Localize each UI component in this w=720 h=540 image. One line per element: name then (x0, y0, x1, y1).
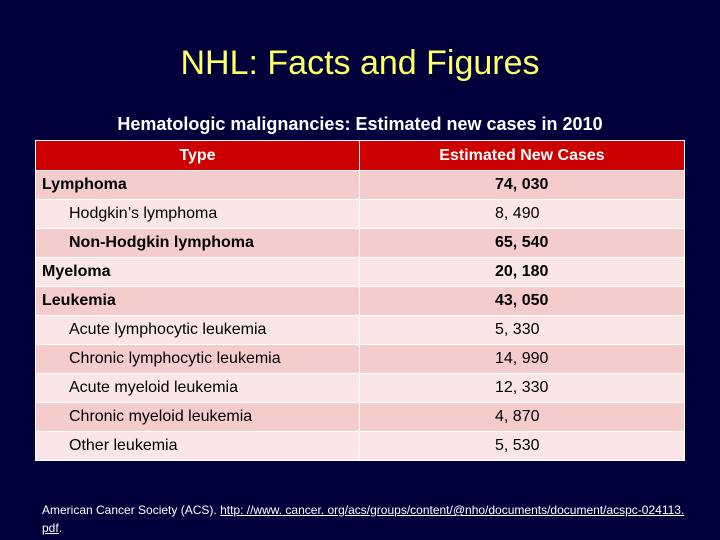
header-type: Type (36, 141, 360, 171)
type-cell: Acute myeloid leukemia (36, 374, 360, 403)
table-row (36, 432, 685, 461)
table-caption: Hematologic malignancies: Estimated new cases in 2010 (117, 114, 603, 134)
type-cell: Non-Hodgkin lymphoma (36, 229, 360, 258)
table-row (36, 200, 685, 229)
table-header-row (36, 141, 685, 171)
cases-cell: 43, 050 (360, 287, 685, 316)
type-cell: Hodgkin’s lymphoma (36, 200, 360, 229)
table-row (36, 403, 685, 432)
table-row (36, 345, 685, 374)
table-row (36, 171, 685, 200)
citation-text: American Cancer Society (ACS). (42, 503, 221, 517)
citation-link[interactable]: http: //www. cancer. org/acs/groups/content/@nho/documents/document/acspc-024113. pdf (42, 503, 685, 535)
type-cell: Acute lymphocytic leukemia (36, 316, 360, 345)
type-cell: Leukemia (36, 287, 360, 316)
cases-cell: 12, 330 (360, 374, 685, 403)
type-cell: Lymphoma (36, 171, 360, 200)
type-cell: Myeloma (36, 258, 360, 287)
table-row (36, 316, 685, 345)
cases-table (35, 140, 685, 461)
cases-cell: 74, 030 (360, 171, 685, 200)
table-row (36, 229, 685, 258)
slide-title: NHL: Facts and Figures (180, 44, 540, 82)
table-row (36, 287, 685, 316)
cases-cell: 14, 990 (360, 345, 685, 374)
source-citation (42, 501, 702, 537)
citation-end: . (58, 521, 63, 535)
type-cell: Chronic myeloid leukemia (36, 403, 360, 432)
type-cell: Chronic lymphocytic leukemia (36, 345, 360, 374)
cases-cell: 4, 870 (360, 403, 685, 432)
cases-cell: 20, 180 (360, 258, 685, 287)
header-estimated-new-cases: Estimated New Cases (360, 141, 685, 171)
table-row (36, 258, 685, 287)
cases-cell: 65, 540 (360, 229, 685, 258)
cases-cell: 5, 530 (360, 432, 685, 461)
cases-cell: 8, 490 (360, 200, 685, 229)
table-row (36, 374, 685, 403)
cases-cell: 5, 330 (360, 316, 685, 345)
type-cell: Other leukemia (36, 432, 360, 461)
